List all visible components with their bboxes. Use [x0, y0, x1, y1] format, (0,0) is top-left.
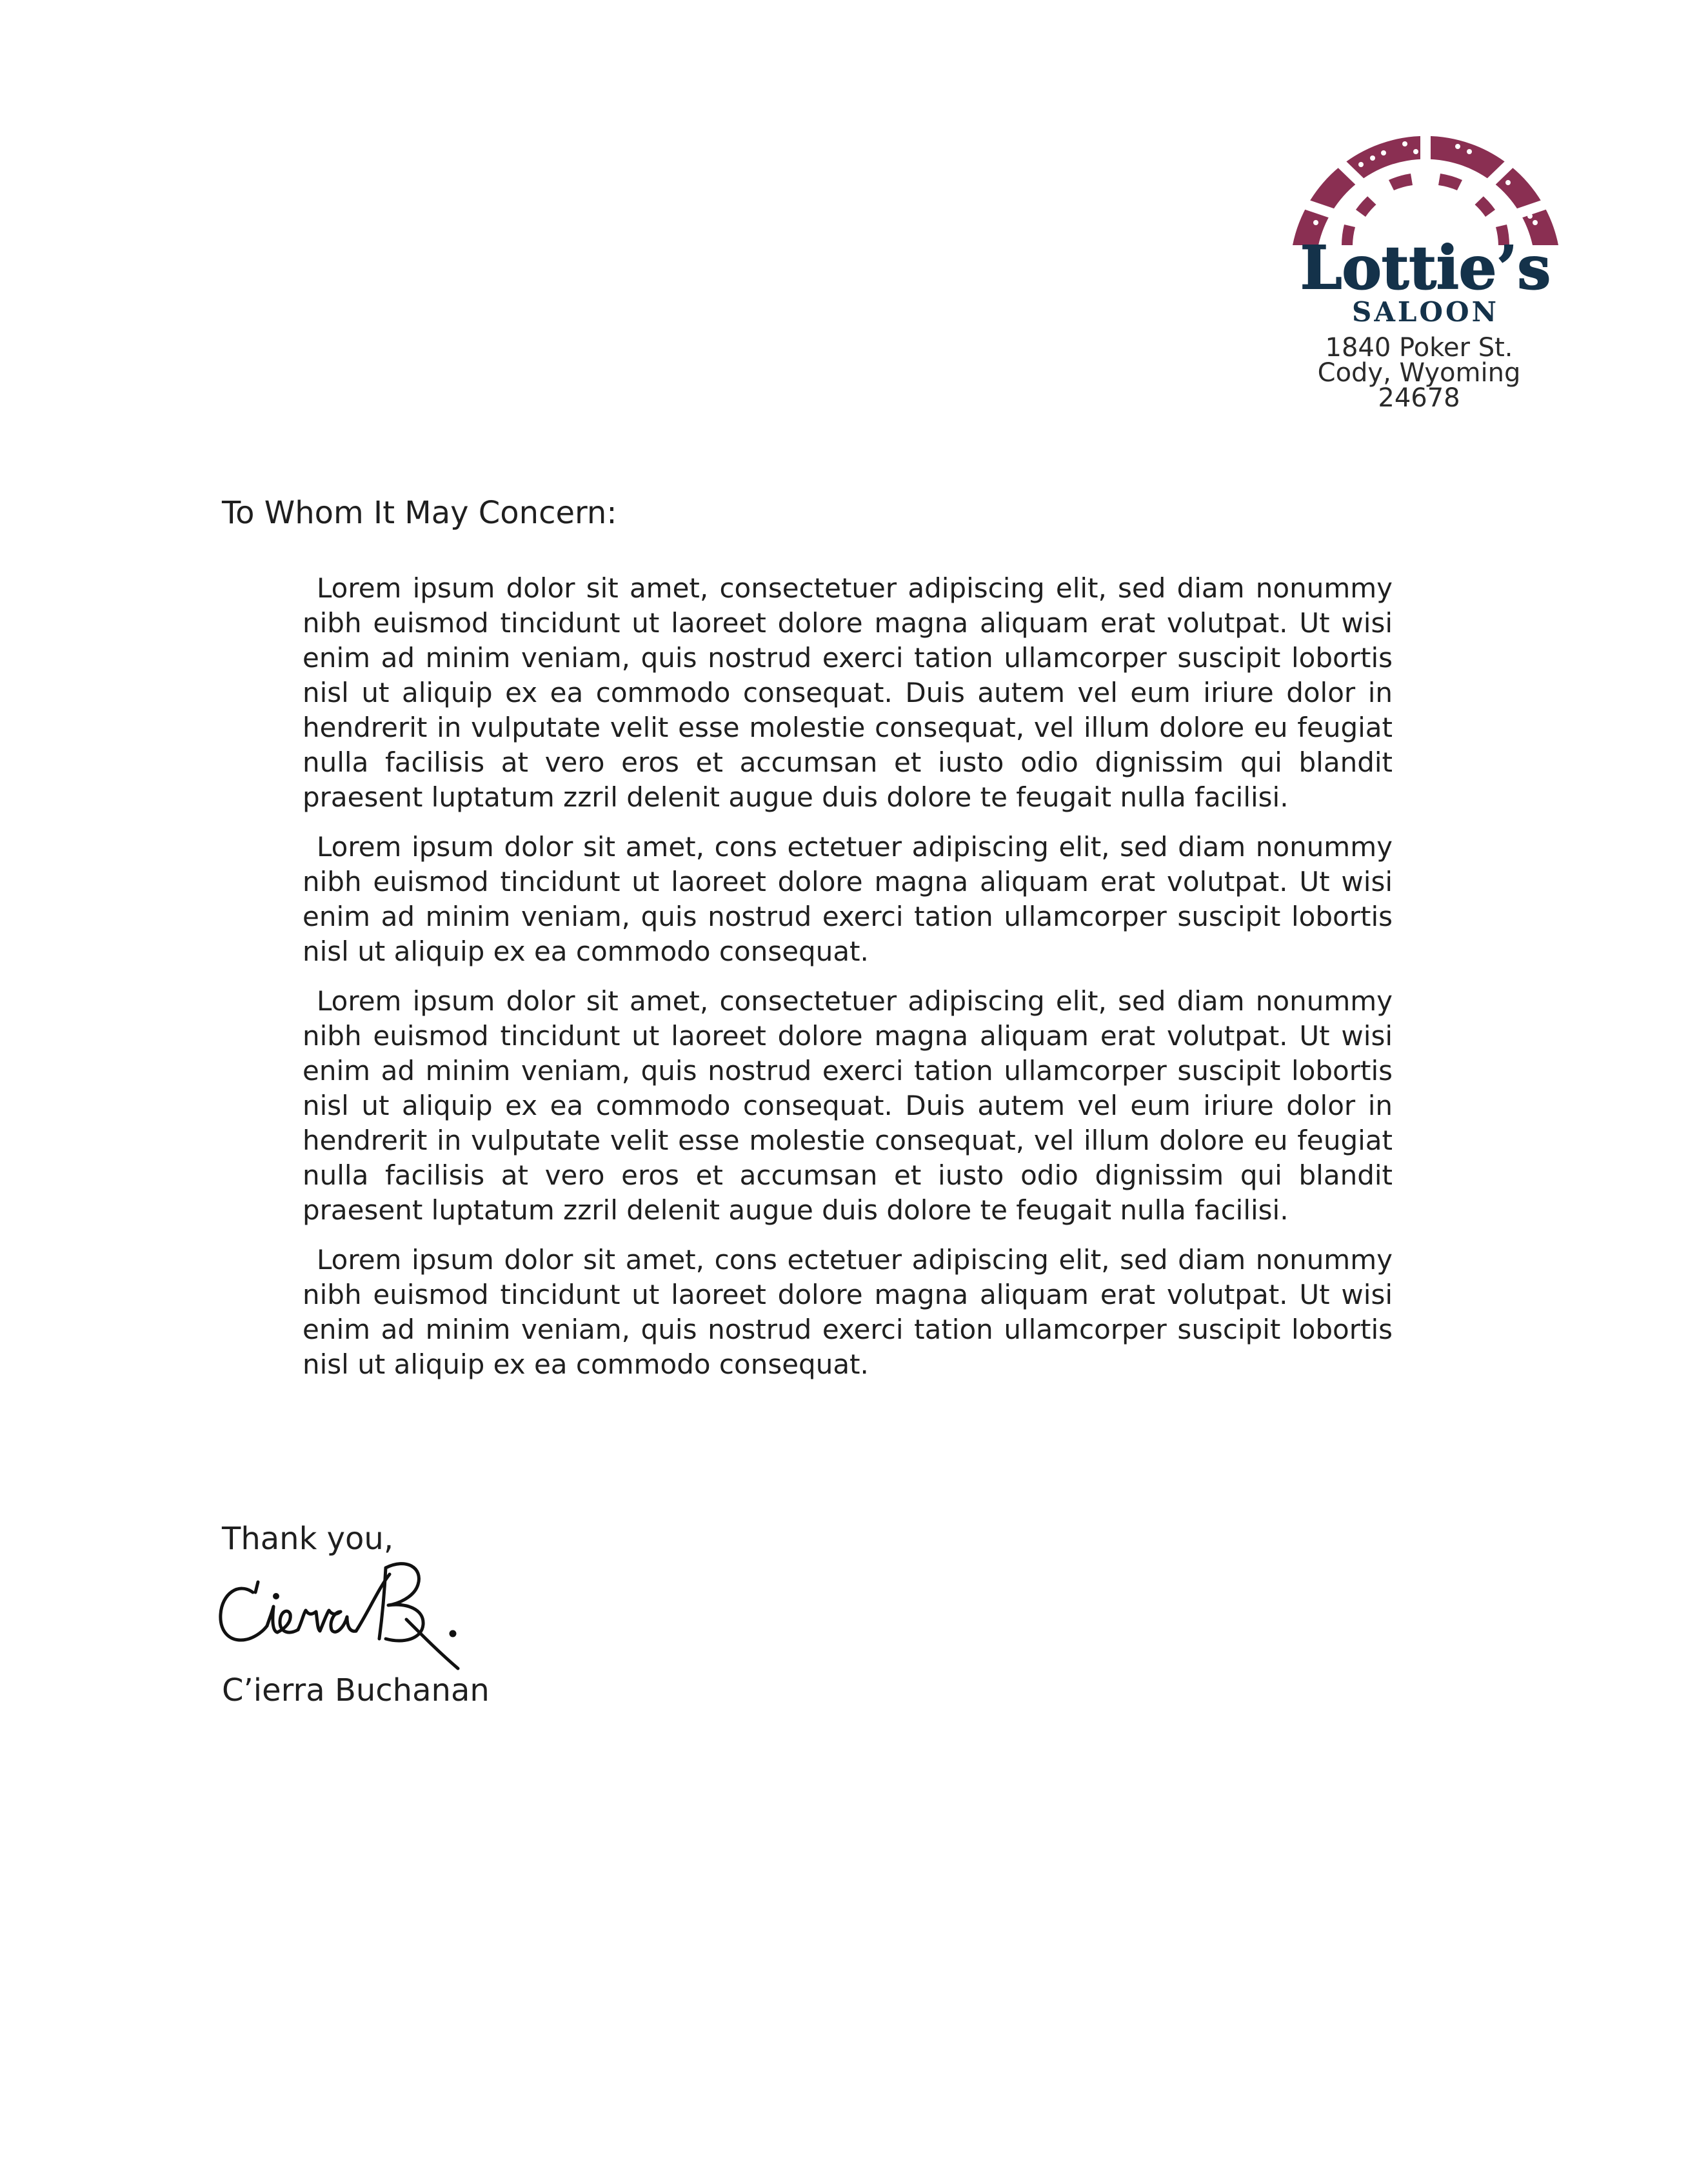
handwritten-signature	[213, 1542, 548, 1690]
letter-body	[303, 571, 1393, 1397]
business-address	[1264, 335, 1574, 411]
body-paragraph: Lorem ipsum dolor sit amet, cons ectetuer adipiscing elit, sed diam nonummy nibh euismod tincidunt ut laoreet dolore magna aliquam erat volutpat. Ut wisi enim ad minim veniam, quis nostrud exerci tation ullamcorper suscipit lobortis nisl ut aliquip ex ea commodo consequat.	[303, 1244, 1393, 1380]
address-street: 1840 Poker St.	[1325, 333, 1513, 363]
address-zip: 24678	[1378, 383, 1460, 413]
address-city-state: Cody, Wyoming	[1317, 358, 1521, 388]
body-paragraph: Lorem ipsum dolor sit amet, cons ectetuer adipiscing elit, sed diam nonummy nibh euismod tincidunt ut laoreet dolore magna aliquam erat volutpat. Ut wisi enim ad minim veniam, quis nostrud exerci tation ullamcorper suscipit lobortis nisl ut aliquip ex ea commodo consequat.	[303, 831, 1393, 967]
body-paragraph: Lorem ipsum dolor sit amet, consectetuer adipiscing elit, sed diam nonummy nibh euismod tincidunt ut laoreet dolore magna aliquam erat volutpat. Ut wisi enim ad minim veniam, quis nostrud exerci tation ullamcorper suscipit lobortis nisl ut aliquip ex ea commodo consequat. Duis autem vel eum iriure dolor in hendrerit in vulputate velit esse molestie consequat, vel illum dolore eu feugiat nulla facilisis at vero eros et accumsan et iusto odio dignissim qui blandit praesent luptatum zzril delenit augue duis dolore te feugait nulla facilisi.	[303, 572, 1393, 813]
brand-subtitle: SALOON	[1351, 296, 1500, 328]
brand-name: Lottie’s	[1300, 233, 1551, 303]
salutation: To Whom It May Concern:	[222, 495, 617, 531]
closing-line: Thank you,	[222, 1521, 394, 1557]
signer-name: C’ierra Buchanan	[222, 1672, 490, 1708]
letterhead	[1264, 113, 1587, 416]
brand-logo	[1264, 113, 1587, 332]
body-paragraph: Lorem ipsum dolor sit amet, consectetuer adipiscing elit, sed diam nonummy nibh euismod tincidunt ut laoreet dolore magna aliquam erat volutpat. Ut wisi enim ad minim veniam, quis nostrud exerci tation ullamcorper suscipit lobortis nisl ut aliquip ex ea commodo consequat. Duis autem vel eum iriure dolor in hendrerit in vulputate velit esse molestie consequat, vel illum dolore eu feugiat nulla facilisis at vero eros et accumsan et iusto odio dignissim qui blandit praesent luptatum zzril delenit augue duis dolore te feugait nulla facilisi.	[303, 985, 1393, 1226]
